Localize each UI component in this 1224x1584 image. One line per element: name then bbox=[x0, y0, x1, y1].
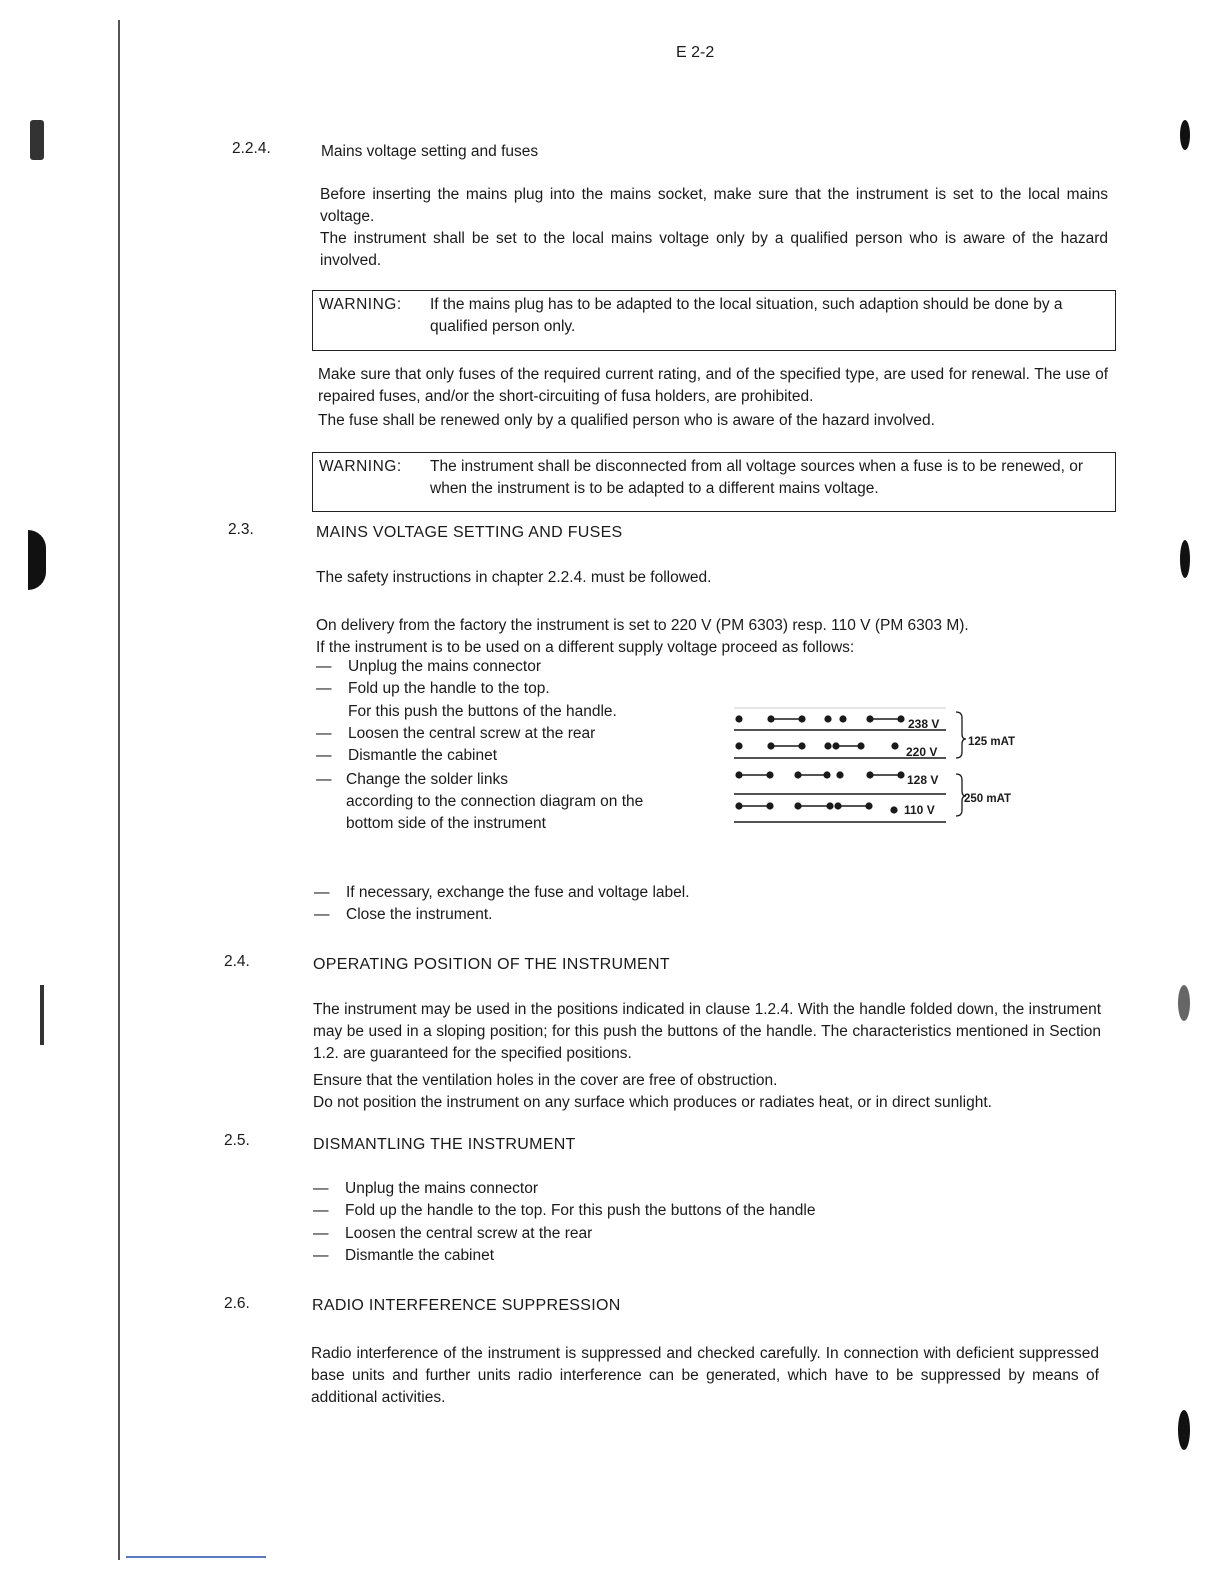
binding-edge bbox=[118, 20, 120, 1560]
fuse-rating-label: 125 mAT bbox=[968, 736, 1016, 748]
paragraph: The instrument may be used in the positions indicated in clause 1.2.4. With the handle folded down, the instrument may be used in a sloping position; for this push the buttons of the handle. The characteristics mentioned in Section 1.2. are guaranteed for the specified positions. bbox=[313, 1001, 1101, 1062]
hole-punch-mark bbox=[1180, 540, 1190, 578]
hole-punch-mark bbox=[1180, 120, 1190, 150]
warning-box bbox=[312, 452, 1116, 512]
voltage-label: 238 V bbox=[908, 717, 940, 731]
voltage-label: 128 V bbox=[907, 773, 939, 787]
section-number: 2.5. bbox=[224, 1132, 250, 1149]
page-number: E 2-2 bbox=[676, 44, 715, 61]
hole-punch-mark bbox=[1178, 985, 1190, 1021]
section-heading: DISMANTLING THE INSTRUMENT bbox=[313, 1136, 576, 1153]
warning-box bbox=[312, 290, 1116, 351]
paragraph: Before inserting the mains plug into the mains socket, make sure that the instrument is set to the local mains voltage. bbox=[320, 186, 1108, 225]
section-number: 2.2.4. bbox=[232, 140, 271, 157]
scan-edge-mark bbox=[40, 985, 44, 1045]
section-heading: RADIO INTERFERENCE SUPPRESSION bbox=[312, 1297, 621, 1314]
bottom-edge-line bbox=[126, 1556, 266, 1558]
procedure-list: — If necessary, exchange the fuse and voltage label. — Close the instrument. bbox=[314, 884, 690, 923]
paragraph: The fuse shall be renewed only by a qualified person who is aware of the hazard involved. bbox=[318, 412, 935, 429]
paragraph: On delivery from the factory the instrument is set to 220 V (PM 6303) resp. 110 V (PM 6303 M). bbox=[316, 617, 969, 634]
paragraph: If the instrument is to be used on a different supply voltage proceed as follows: bbox=[316, 639, 855, 656]
paragraph: Ensure that the ventilation holes in the cover are free of obstruction. bbox=[313, 1072, 778, 1089]
solder-point bbox=[736, 716, 742, 722]
solder-link-diagram bbox=[730, 700, 1050, 828]
paragraph: Do not position the instrument on any surface which produces or radiates heat, or in direct sunlight. bbox=[313, 1094, 992, 1111]
section-number: 2.3. bbox=[228, 521, 254, 538]
scan-edge-mark bbox=[30, 120, 44, 160]
fuse-rating-label: 250 mAT bbox=[964, 793, 1012, 805]
paragraph: The safety instructions in chapter 2.2.4. must be followed. bbox=[316, 569, 712, 586]
section-heading: OPERATING POSITION OF THE INSTRUMENT bbox=[313, 956, 670, 973]
hole-punch-mark bbox=[1178, 1410, 1190, 1450]
voltage-label: 110 V bbox=[904, 803, 935, 817]
section-number: 2.4. bbox=[224, 953, 250, 970]
voltage-label: 220 V bbox=[906, 745, 938, 759]
paragraph: Radio interference of the instrument is suppressed and checked carefully. In connection with deficient suppressed base units and further units radio interference can be generated, which have to be suppressed by means of additional activities. bbox=[311, 1345, 1099, 1406]
paragraph: Make sure that only fuses of the required current rating, and of the specified type, are used for renewal. The use of repaired fuses, and/or the short-circuiting of fusa holders, are prohibited. bbox=[318, 366, 1108, 405]
section-heading: MAINS VOLTAGE SETTING AND FUSES bbox=[316, 524, 623, 541]
warning-label: WARNING: bbox=[319, 458, 402, 475]
warning-text: The instrument shall be disconnected from all voltage sources when a fuse is to be renewed, or when the instrument is to be adapted to a different mains voltage. bbox=[430, 458, 1084, 497]
procedure-list: — Unplug the mains connector — Fold up the handle to the top. For this push the buttons of the handle — Loosen the central screw at the rear — Dismantle the cabinet bbox=[313, 1180, 816, 1264]
section-number: 2.6. bbox=[224, 1295, 250, 1312]
scan-edge-mark bbox=[28, 530, 46, 590]
warning-text: If the mains plug has to be adapted to the local situation, such adaption should be done by a qualified person only. bbox=[430, 296, 1063, 335]
procedure-list: — Unplug the mains connector — Fold up the handle to the top. For this push the buttons of the handle. — Loosen the central screw at the rear — Dismantle the cabinet — Change the solder links according to the connection diagram on the bottom side of the instrument bbox=[316, 658, 644, 832]
warning-label: WARNING: bbox=[319, 296, 402, 313]
section-title: Mains voltage setting and fuses bbox=[321, 143, 539, 160]
paragraph: The instrument shall be set to the local mains voltage only by a qualified person who is aware of the hazard involved. bbox=[320, 230, 1108, 269]
